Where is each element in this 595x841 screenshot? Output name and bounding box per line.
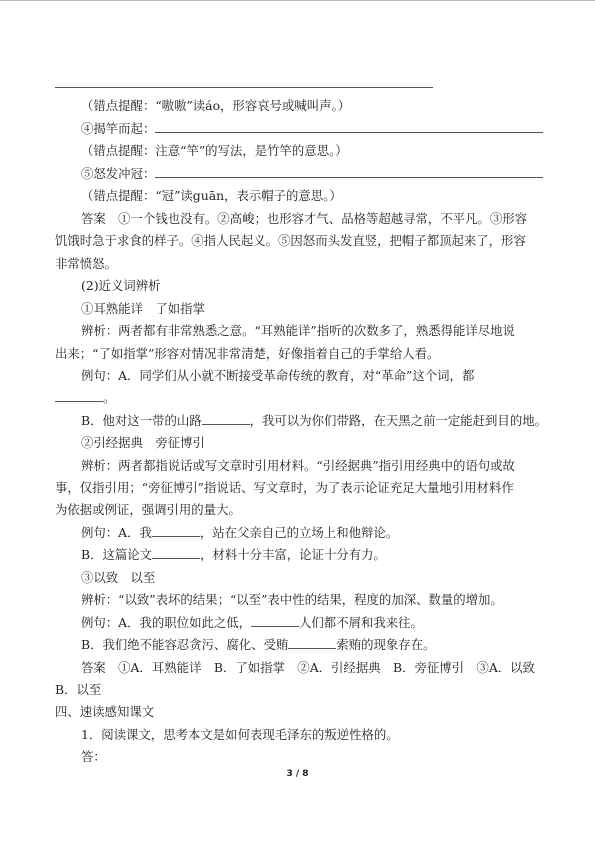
page-number: 3 / 8 <box>286 769 309 779</box>
answer-2-line1: 答案 ①A．耳熟能详 B．了如指掌 ②A．引经据典 B．旁征博引 ③A．以致 <box>81 660 535 675</box>
error-tip-gan: （错点提醒：注意“竿”的写法，是竹竿的意思。） <box>81 143 348 158</box>
pair-2-title: ②引经据典 旁征博引 <box>81 435 205 450</box>
pair-1-title: ①耳熟能详 了如指掌 <box>81 301 205 316</box>
term-nufa: ⑤怒发冲冠： <box>81 166 543 182</box>
answer-label: 答： <box>81 749 106 764</box>
pair-3-analysis: 辨析：“以致”表坏的结果；“以至”表中性的结果，程度的加深、数量的增加。 <box>81 592 503 607</box>
pair-2-analysis-1: 辨析：两者都指说话或写文章时引用材料。“引经据典”指引用经典中的语句或故 <box>81 458 515 473</box>
error-tip-aoao: （错点提醒：“嗷嗷”读áo，形容哀号或喊叫声。） <box>81 98 351 113</box>
pair-3-example-a: 例句：A．我的职位如此之低， 人们都不屑和我来往。 <box>81 615 423 631</box>
pair-1-example-a-blank: 。 <box>55 390 115 406</box>
pair-1-analysis-1: 辨析：两者都有非常熟悉之意。“耳熟能详”指听的次数多了，熟悉得能详尽地说 <box>81 323 515 338</box>
pair-2-analysis-2: 事，仅指引用；“旁征博引”指说话、写文章时，为了表示论证充足大量地引用材料作 <box>55 480 514 495</box>
pair-1-example-b: B．他对这一带的山路 ，我可以为你们带路，在天黑之前一定能赶到目的地。 <box>81 413 547 429</box>
answer-1-line3: 非常愤怒。 <box>55 256 117 271</box>
top-border <box>0 0 595 1</box>
section-synonyms: (2)近义词辨析 <box>81 278 161 293</box>
pair-1-example-a: 例句：A．同学们从小就不断接受革命传统的教育，对“革命”这个词，都 <box>81 368 475 383</box>
question-1: 1．阅读课文，思考本文是如何表现毛泽东的叛逆性格的。 <box>81 727 399 742</box>
pair-2-analysis-3: 为依据或例证，强调引用的量大。 <box>55 502 241 517</box>
term-jiegan: ④揭竿而起： <box>81 121 543 137</box>
pair-3-example-b: B．我们绝不能容忍贪污、腐化、受贿 索贿的现象存在。 <box>81 637 436 653</box>
error-tip-guan: （错点提醒：“冠”读guān，表示帽子的意思。） <box>81 188 342 203</box>
answer-1-line2: 饥饿时急于求食的样子。④指人民起义。⑤因怒而头发直竖，把帽子都顶起来了，形容 <box>55 233 526 248</box>
answer-2-line2: B．以至 <box>55 682 102 697</box>
pair-3-title: ③以致 以至 <box>81 570 156 585</box>
section-four-heading: 四、速读感知课文 <box>55 704 155 719</box>
pair-1-analysis-2: 出来；“了如指掌”形容对情况非常清楚，好像指着自己的手掌给人看。 <box>55 346 440 361</box>
pair-2-example-a: 例句：A．我 ，站在父亲自己的立场上和他辩论。 <box>81 525 399 541</box>
answer-underline-top <box>55 76 433 92</box>
pair-2-example-b: B．这篇论文 ，材料十分丰富，论证十分有力。 <box>81 547 386 563</box>
answer-1-line1: 答案 ①一个钱也没有。②高峻；也形容才气、品格等超越寻常，不平凡。③形容 <box>81 211 528 226</box>
